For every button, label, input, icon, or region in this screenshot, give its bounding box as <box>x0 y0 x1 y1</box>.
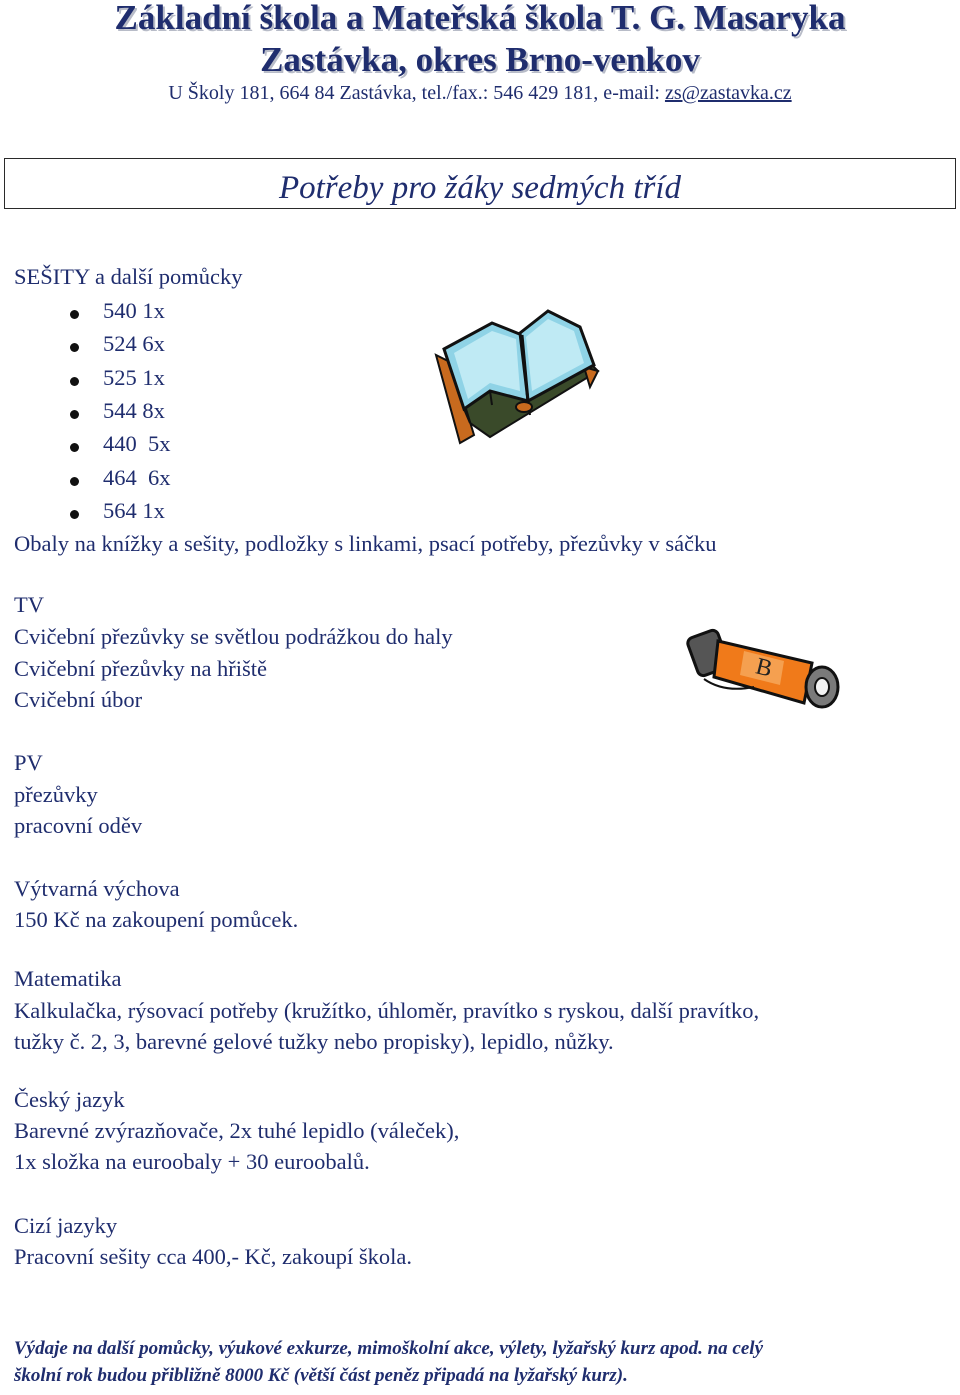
tv-line: Cvičební přezůvky na hřiště <box>14 656 268 681</box>
footer-line: školní rok budou přibližně 8000 Kč (větší část peněz připadá na lyžařský kurz). <box>14 1365 628 1386</box>
tv-heading: TV <box>14 592 44 617</box>
footer-line: Výdaje na další pomůcky, výukové exkurze, mimoškolní akce, výlety, lyžařský kurz apod. na celý <box>14 1338 763 1359</box>
pv-line: přezůvky <box>14 782 98 807</box>
address-text: U Školy 181, 664 84 Zastávka, tel./fax.: 546 429 181, e-mail: <box>168 82 665 104</box>
languages-line: Pracovní sešity cca 400,- Kč, zakoupí škola. <box>14 1244 413 1269</box>
art-heading: Výtvarná výchova <box>14 876 180 901</box>
bullet-icon <box>70 510 79 519</box>
page-title: Potřeby pro žáky sedmých tříd <box>4 158 956 209</box>
math-line: Kalkulačka, rýsovací potřeby (kružítko, úhloměr, pravítko s ryskou, další pravítko, <box>14 998 760 1023</box>
paint-tube-icon <box>684 623 844 718</box>
pv-line: pracovní oděv <box>14 813 143 838</box>
languages-heading: Cizí jazyky <box>14 1213 118 1238</box>
email-link[interactable]: zs@zastavka.cz <box>664 82 792 104</box>
svg-text:B: B <box>753 653 775 683</box>
letterhead <box>0 0 960 105</box>
school-name-line1: Základní škola a Mateřská škola T. G. Masaryka <box>114 0 846 37</box>
czech-line: Barevné zvýrazňovače, 2x tuhé lepidlo (váleček), <box>14 1118 460 1143</box>
math-line: tužky č. 2, 3, barevné gelové tužky nebo propisky), lepidlo, nůžky. <box>14 1029 614 1054</box>
bullet-icon <box>70 377 79 386</box>
art-line: 150 Kč na zakoupení pomůcek. <box>14 907 299 932</box>
czech-line: 1x složka na euroobaly + 30 euroobalů. <box>14 1149 370 1174</box>
bullet-icon <box>70 477 79 486</box>
school-address <box>0 81 960 105</box>
czech-heading: Český jazyk <box>14 1087 125 1112</box>
tv-line: Cvičební úbor <box>14 687 143 712</box>
math-heading: Matematika <box>14 966 122 991</box>
school-name-line2: Zastávka, okres Brno-venkov <box>260 40 700 79</box>
notebooks-note: Obaly na knížky a sešity, podložky s linkami, psací potřeby, přezůvky v sáčku <box>14 531 717 556</box>
open-book-icon <box>430 305 600 445</box>
bullet-icon <box>70 443 79 452</box>
pv-heading: PV <box>14 750 43 775</box>
footer-note <box>14 1335 954 1389</box>
bullet-icon <box>70 410 79 419</box>
notebooks-heading: SEŠITY a další pomůcky <box>14 264 243 289</box>
tv-line: Cvičební přezůvky se světlou podrážkou do haly <box>14 624 453 649</box>
bullet-icon <box>70 343 79 352</box>
bullet-icon <box>70 310 79 319</box>
